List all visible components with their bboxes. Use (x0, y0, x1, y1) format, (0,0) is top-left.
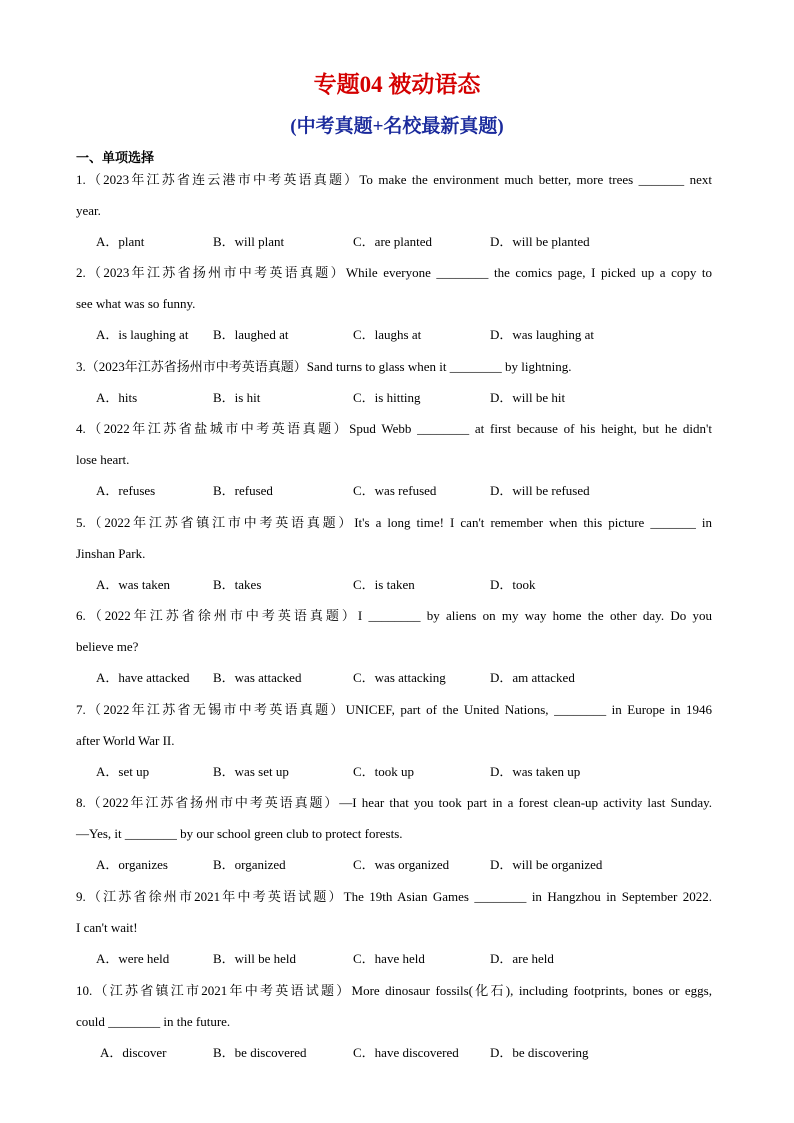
question-text: 1.（2023年江苏省连云港市中考英语真题）To make the environment much better, more trees _______ next (76, 172, 712, 187)
options-row (76, 475, 712, 506)
question-text-cont: after World War II. (76, 733, 175, 748)
question-text: 10.（江苏省镇江市2021年中考英语试题）More dinosaur fossils(化石), including footprints, bones or eggs, (76, 983, 712, 998)
option-c[interactable]: C．have held (353, 951, 425, 966)
option-b[interactable]: B．laughed at (213, 327, 289, 342)
question-text: 3.（2023年江苏省扬州市中考英语真题）Sand turns to glass when it ________ by lightning. (76, 359, 572, 374)
question-text: 5.（2022年江苏省镇江市中考英语真题）It's a long time! I can't remember when this picture _______ in (76, 515, 712, 530)
question-2 (76, 257, 712, 350)
option-a[interactable]: A．plant (96, 234, 145, 249)
question-text: 6.（2022年江苏省徐州市中考英语真题）I ________ by aliens on my way home the other day. Do you (76, 608, 712, 623)
option-c[interactable]: C．was attacking (353, 670, 446, 685)
question-text-cont: see what was so funny. (76, 296, 196, 311)
option-d[interactable]: D．took (490, 577, 536, 592)
options-row (76, 943, 712, 974)
option-a[interactable]: A．discover (100, 1045, 167, 1060)
option-d[interactable]: D．will be organized (490, 857, 603, 872)
question-text: 4.（2022年江苏省盐城市中考英语真题）Spud Webb ________ at first because of his height, but he didn't (76, 421, 712, 436)
option-c[interactable]: C．have discovered (353, 1045, 459, 1060)
option-a[interactable]: A．were held (96, 951, 170, 966)
page-subtitle: (中考真题+名校最新真题) (290, 116, 504, 137)
option-b[interactable]: B．takes (213, 577, 262, 592)
question-text-cont: year. (76, 203, 101, 218)
option-b[interactable]: B．is hit (213, 390, 261, 405)
option-d[interactable]: D．will be refused (490, 483, 590, 498)
option-c[interactable]: C．is taken (353, 577, 415, 592)
option-b[interactable]: B．refused (213, 483, 273, 498)
option-b[interactable]: B．be discovered (213, 1045, 307, 1060)
question-4 (76, 413, 712, 506)
option-d[interactable]: D．was taken up (490, 764, 581, 779)
question-8 (76, 787, 712, 880)
question-text: 8.（2022年江苏省扬州市中考英语真题）—I hear that you took part in a forest clean-up activity last Sunday. (76, 795, 712, 810)
option-c[interactable]: C．is hitting (353, 390, 421, 405)
question-5 (76, 507, 712, 600)
page-title: 专题04 被动语态 (313, 72, 481, 97)
question-text-cont: could ________ in the future. (76, 1014, 231, 1029)
option-b[interactable]: B．was set up (213, 764, 289, 779)
options-row (76, 1037, 712, 1068)
option-a[interactable]: A．is laughing at (96, 327, 189, 342)
question-text: 2.（2023年江苏省扬州市中考英语真题）While everyone ________ the comics page, I picked up a copy to (76, 265, 712, 280)
question-3 (76, 351, 712, 413)
options-row (76, 849, 712, 880)
options-row (76, 756, 712, 787)
option-a[interactable]: A．refuses (96, 483, 156, 498)
option-a[interactable]: A．set up (96, 764, 150, 779)
question-6 (76, 600, 712, 693)
option-d[interactable]: D．are held (490, 951, 554, 966)
question-text-cont: lose heart. (76, 452, 130, 467)
option-d[interactable]: D．will be hit (490, 390, 566, 405)
option-d[interactable]: D．was laughing at (490, 327, 594, 342)
question-1 (76, 164, 712, 257)
option-d[interactable]: D．will be planted (490, 234, 590, 249)
option-a[interactable]: A．have attacked (96, 670, 190, 685)
options-row (76, 382, 712, 413)
option-a[interactable]: A．organizes (96, 857, 168, 872)
option-a[interactable]: A．hits (96, 390, 138, 405)
question-text: 9.（江苏省徐州市2021年中考英语试题）The 19th Asian Games ________ in Hangzhou in September 2022. (76, 889, 712, 904)
option-c[interactable]: C．are planted (353, 234, 433, 249)
option-a[interactable]: A．was taken (96, 577, 171, 592)
option-d[interactable]: D．be discovering (490, 1045, 589, 1060)
options-row (76, 319, 712, 350)
question-text-cont: I can't wait! (76, 920, 138, 935)
option-c[interactable]: C．was organized (353, 857, 450, 872)
options-row (76, 662, 712, 693)
question-text-cont: —Yes, it ________ by our school green club to protect forests. (76, 826, 403, 841)
option-b[interactable]: B．was attacked (213, 670, 302, 685)
question-text-cont: believe me? (76, 639, 139, 654)
option-c[interactable]: C．laughs at (353, 327, 422, 342)
options-row (76, 226, 712, 257)
question-7 (76, 694, 712, 787)
option-b[interactable]: B．will plant (213, 234, 285, 249)
question-9 (76, 881, 712, 974)
question-text-cont: Jinshan Park. (76, 546, 146, 561)
option-b[interactable]: B．will be held (213, 951, 297, 966)
question-text: 7.（2022年江苏省无锡市中考英语真题）UNICEF, part of the United Nations, ________ in Europe in 1946 (76, 702, 712, 717)
options-row (76, 569, 712, 600)
option-c[interactable]: C．took up (353, 764, 415, 779)
section-heading: 一、单项选择 (76, 150, 155, 165)
option-b[interactable]: B．organized (213, 857, 286, 872)
option-c[interactable]: C．was refused (353, 483, 437, 498)
option-d[interactable]: D．am attacked (490, 670, 575, 685)
question-10 (76, 975, 712, 1068)
